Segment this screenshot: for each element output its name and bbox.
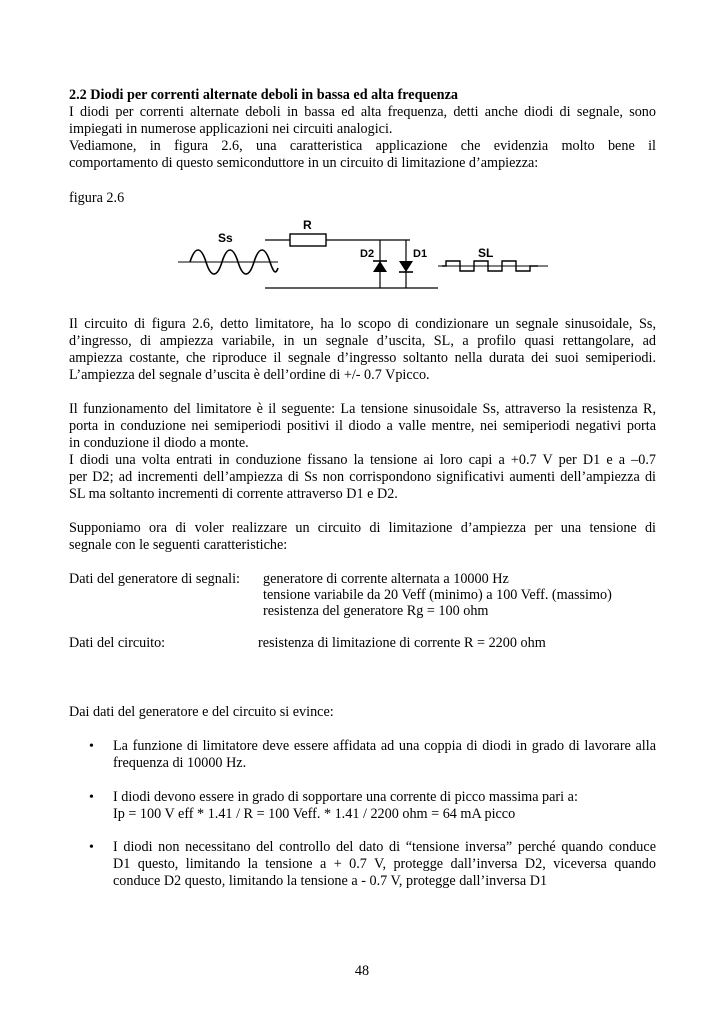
bullet-symbol: • (89, 840, 94, 855)
circuit-data-label: Dati del circuito: (69, 635, 166, 651)
d2-label: D2 (360, 248, 375, 260)
text-line: L’ampiezza del segnale d’uscita è dell’ordine di +/- 0.7 Vpicco. (69, 367, 430, 383)
d1-diode-symbol (399, 261, 413, 272)
output-label: SL (478, 246, 494, 260)
paragraph-limiter-description (69, 316, 656, 384)
circuit-data-value: resistenza di limitazione di corrente R = 2200 ohm (258, 635, 546, 651)
text-line: Supponiamo ora di voler realizzare un circuito di limitazione d’ampiezza per una tensione di (69, 520, 656, 536)
bullet-symbol: • (89, 790, 94, 805)
text-line: La funzione di limitatore deve essere affidata ad una coppia di diodi in grado di lavorare alla (113, 738, 656, 754)
text-line: conduce D2 questo, limitando la tensione a - 0.7 V, protegge dall’inversa D1 (113, 873, 548, 889)
d1-label: D1 (413, 248, 428, 260)
limiter-circuit-diagram (170, 212, 550, 296)
text-line: I diodi non necessitano del controllo del dato di “tensione inversa” perché quando conduce (113, 839, 656, 855)
bullet-item (113, 738, 656, 772)
text-line: frequenza di 10000 Hz. (113, 755, 247, 771)
text-line: I diodi una volta entrati in conduzione fissano la tensione ai loro capi a +0.7 V per D1 e a –0.7 (69, 452, 656, 468)
source-label: Ss (218, 231, 233, 245)
intro-paragraph (69, 104, 656, 172)
generator-data-line: resistenza del generatore Rg = 100 ohm (263, 603, 489, 619)
generator-data-line: generatore di corrente alternata a 10000 Hz (263, 571, 509, 587)
text-line: Il circuito di figura 2.6, detto limitatore, ha lo scopo di condizionare un segnale sinusoidale, Ss, (69, 316, 656, 332)
text-line: porta in conduzione nei semiperiodi positivi il diodo a valle mentre, nei semiperiodi negativi porta (69, 418, 656, 434)
text-line: SL ma soltanto incrementi di corrente attraverso D1 e D2. (69, 486, 398, 502)
text-line: ampiezza costante, che riproduce il segnale d’ingresso soltanto nella durata dei suoi semiperiodi. (69, 350, 656, 366)
generator-data-label: Dati del generatore di segnali: (69, 571, 240, 587)
intro-line: I diodi per correnti alternate deboli in bassa ed alta frequenza, detti anche diodi di segnale, sono (69, 104, 656, 120)
text-line: segnale con le seguenti caratteristiche: (69, 537, 288, 553)
text-line: Il funzionamento del limitatore è il seguente: La tensione sinusoidale Ss, attraverso la resistenza R, (69, 401, 656, 417)
intro-line: impiegati in numerose applicazioni nei circuiti analogici. (69, 121, 393, 137)
d2-diode-symbol (373, 261, 387, 272)
text-line: d’ingresso, di ampiezza variabile, in un segnale d’uscita, SL, a profilo quasi rettangolare, ad (69, 333, 656, 349)
text-line: D1 questo, limitando la tensione a + 0.7 V, protegge dall’inversa D2, viceversa quando (113, 856, 656, 872)
text-line: I diodi devono essere in grado di sopportare una corrente di picco massima pari a: (113, 789, 578, 805)
section-heading: 2.2 Diodi per correnti alternate deboli in bassa ed alta frequenza (69, 87, 458, 103)
text-line: per D2; ad incrementi dell’ampiezza di Ss non corrispondono significativi aumenti dell’ampiezza di (69, 469, 656, 485)
bullet-symbol: • (89, 739, 94, 754)
page-number: 48 (354, 963, 370, 979)
intro-line: comportamento di questo semiconduttore in un circuito di limitazione d’ampiezza: (69, 155, 539, 171)
generator-data-line: tensione variabile da 20 Veff (minimo) a 100 Veff. (massimo) (263, 587, 612, 603)
paragraph-operation (69, 401, 656, 503)
paragraph-design-goal (69, 520, 656, 554)
text-line: in conduzione il diodo a monte. (69, 435, 249, 451)
bullet-item (113, 839, 656, 890)
text-line: Ip = 100 V eff * 1.41 / R = 100 Veff. * 1.41 / 2200 ohm = 64 mA picco (113, 806, 516, 822)
resistor-symbol (290, 234, 326, 246)
resistor-label: R (303, 218, 312, 232)
bullet-item (113, 789, 656, 823)
intro-line: Vediamone, in figura 2.6, una caratteristica applicazione che evidenzia molto bene il (69, 138, 656, 154)
conclusion-intro: Dai dati del generatore e del circuito si evince: (69, 704, 334, 720)
figure-caption: figura 2.6 (69, 190, 125, 206)
